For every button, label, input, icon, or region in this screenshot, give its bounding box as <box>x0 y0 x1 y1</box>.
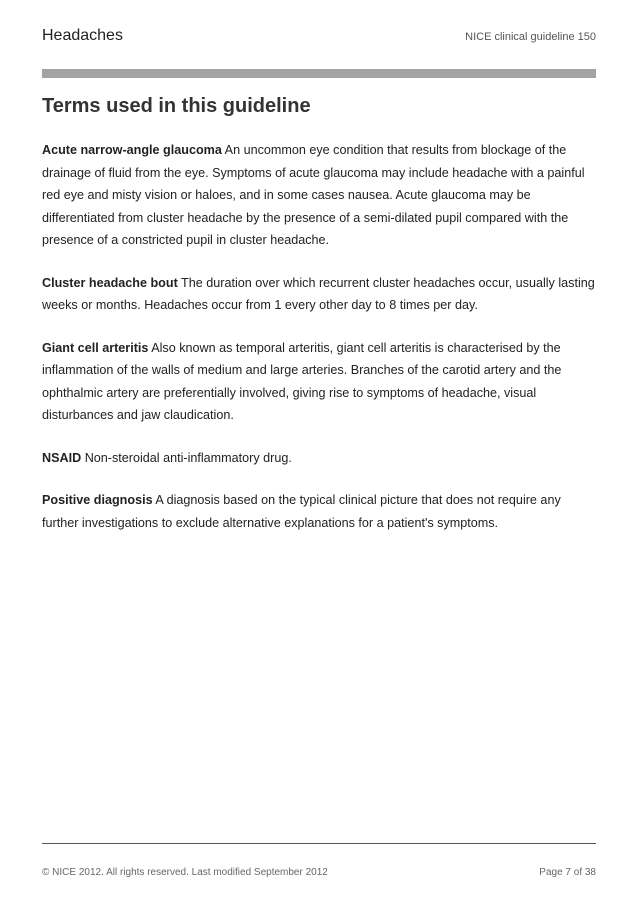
page-header <box>42 27 596 49</box>
copyright-notice: © NICE 2012. All rights reserved. Last modified September 2012 <box>42 867 328 878</box>
term-name: Acute narrow-angle glaucoma <box>42 143 222 157</box>
term-definition: The duration over which recurrent cluster headaches occur, usually lasting weeks or months. Headaches occur from 1 every other day to 8 times per day. <box>42 275 595 312</box>
term-name: Cluster headache bout <box>42 275 178 290</box>
term-name: Positive diagnosis <box>42 493 153 507</box>
guideline-reference: NICE clinical guideline 150 <box>465 31 596 43</box>
term-entry <box>42 489 596 534</box>
term-definition: Non-steroidal anti-inflammatory drug. <box>84 450 292 465</box>
term-definition: A diagnosis based on the typical clinical picture that does not require any further investigations to exclude alternative explanations for a patient's symptoms. <box>42 493 561 530</box>
document-title: Headaches <box>42 27 123 44</box>
term-entry <box>42 272 596 317</box>
term-definition: An uncommon eye condition that results from blockage of the drainage of fluid from the eye. Symptoms of acute glaucoma may include headache with a painful red eye and misty vision or haloes, and in some cases nausea. Acute glaucoma may be differentiated from cluster headache by the presence of a semi-dilated pupil compared with the presence of a constricted pupil in cluster headache. <box>42 143 585 247</box>
term-entry <box>42 139 596 252</box>
footer-divider <box>42 843 596 844</box>
page-number: Page 7 of 38 <box>539 867 596 878</box>
term-name: Giant cell arteritis <box>42 340 149 355</box>
term-entry <box>42 447 596 470</box>
terms-list <box>42 139 596 554</box>
page-footer <box>42 867 596 881</box>
header-divider-bar <box>42 69 596 78</box>
section-heading: Terms used in this guideline <box>42 95 311 117</box>
term-name: NSAID <box>42 450 82 465</box>
term-definition: Also known as temporal arteritis, giant cell arteritis is characterised by the inflammation of the walls of medium and large arteries. Branches of the carotid artery and the ophthalmic artery are preferentially involved, giving rise to symptoms of headache, visual disturbances and jaw claudication. <box>42 340 562 422</box>
term-entry <box>42 337 596 427</box>
